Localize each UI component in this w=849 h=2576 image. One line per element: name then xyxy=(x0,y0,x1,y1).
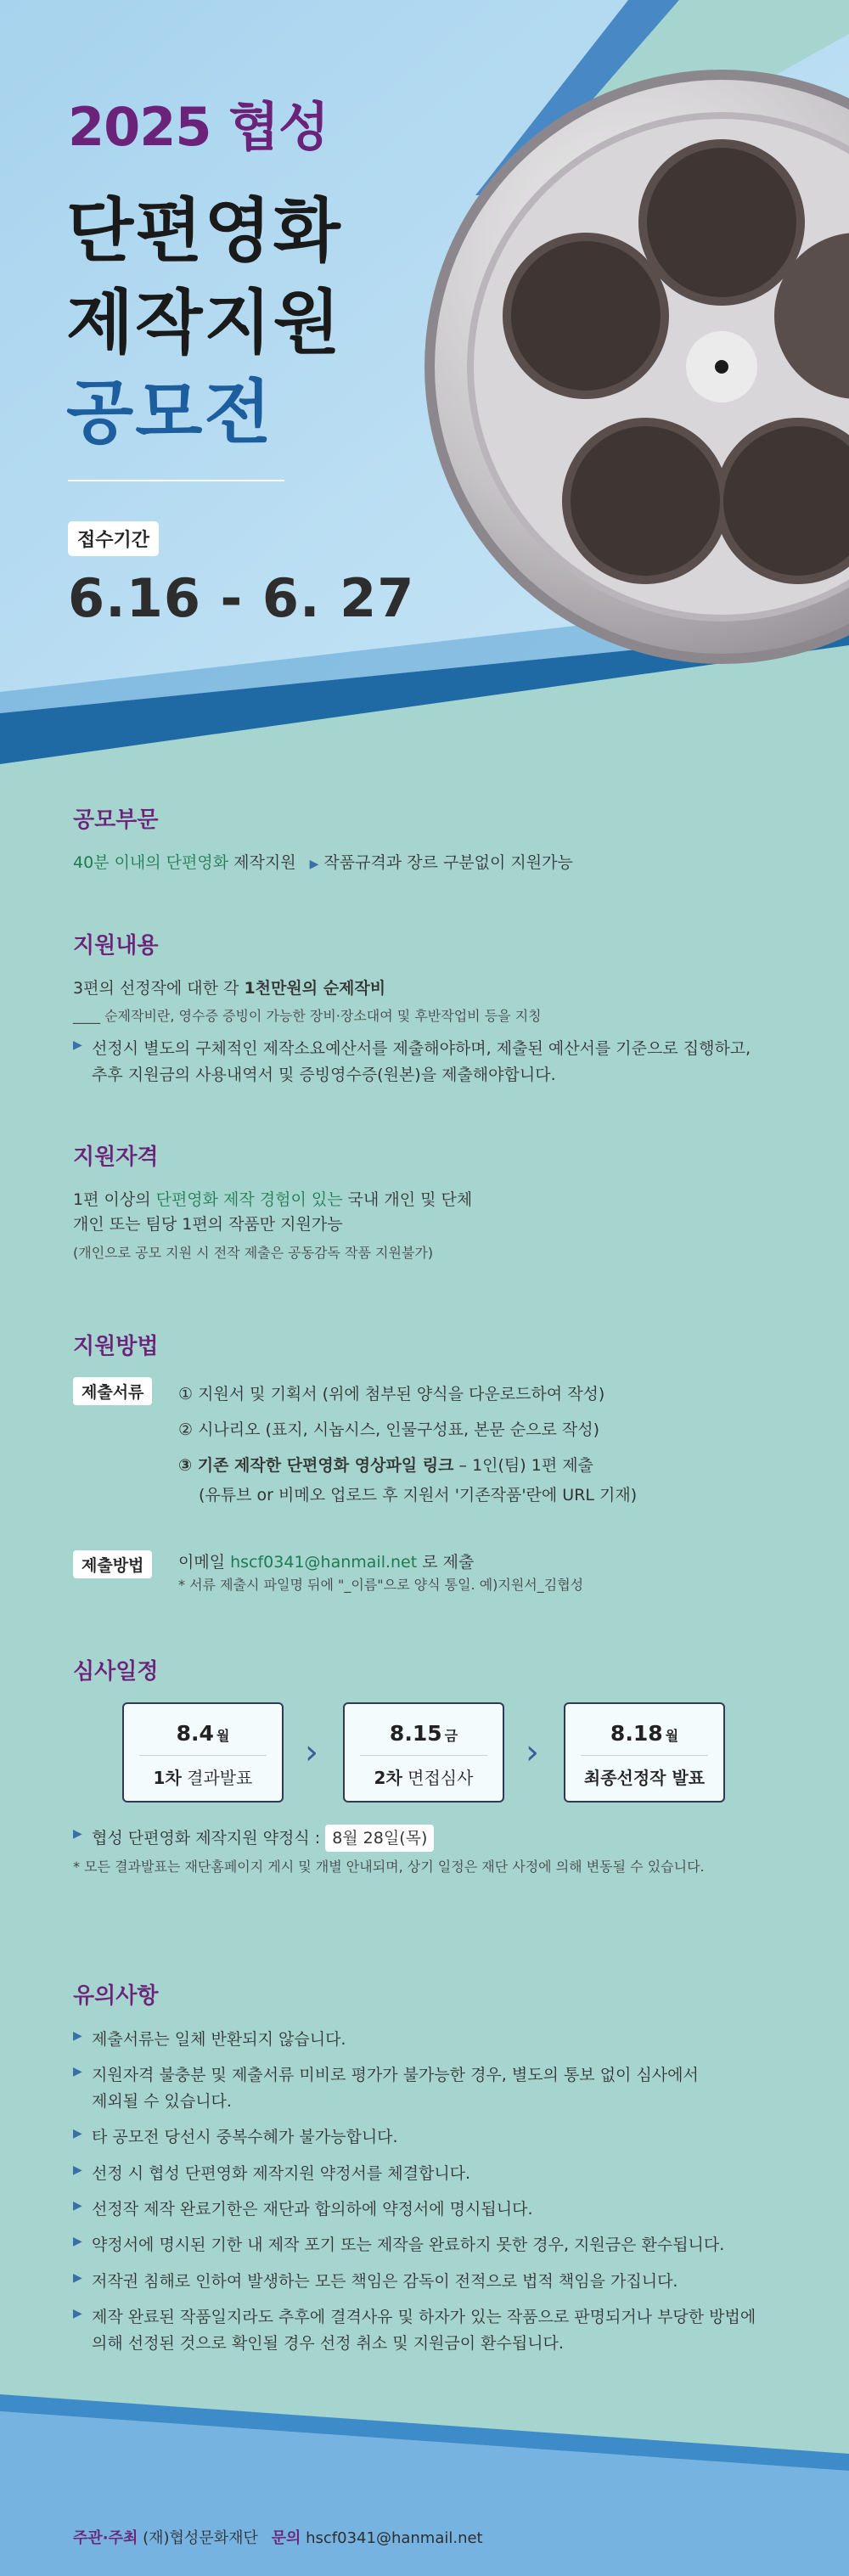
section-schedule xyxy=(73,1654,803,1878)
notice-item-3 xyxy=(73,2124,803,2150)
support-note xyxy=(73,1036,803,1088)
notice-item-5 xyxy=(73,2196,803,2222)
notice-item-2 xyxy=(73,2062,803,2114)
schedule-round: 2차 xyxy=(374,1768,402,1788)
eligibility-line-3: (개인으로 공모 지원 시 전작 제출은 공동감독 작품 지원불가) xyxy=(73,1244,434,1261)
notice-text: 제작 완료된 작품일지라도 추후에 결격사유 및 하자가 있는 작품으로 판명되거나 부당한 방법에 xyxy=(92,2308,756,2327)
footer-host: (재)협성문화재단 xyxy=(138,2529,258,2547)
section-title: 지원자격 xyxy=(73,1145,159,1170)
support-line-1 xyxy=(73,976,803,1001)
category-accent: 40분 이내의 단편영화 xyxy=(73,853,229,872)
footer-contact-label: 문의 xyxy=(271,2529,301,2547)
contract-text: 협성 단편영화 제작지원 약정식 : xyxy=(92,1829,326,1848)
triangle-icon: ▶ xyxy=(73,2127,82,2141)
notice-text: 의해 선정된 것으로 확인될 경우 선정 취소 및 지원금이 환수됩니다. xyxy=(92,2333,564,2353)
schedule-box-2 xyxy=(343,1702,504,1803)
submit-post: 로 제출 xyxy=(417,1553,475,1572)
schedule-note: * 모든 결과발표는 재단홈페이지 게시 및 개별 안내되며, 상기 일정은 재단 사정에 의해 변동될 수 있습니다. xyxy=(73,1859,705,1876)
triangle-icon: ▶ xyxy=(73,2029,82,2043)
section-title: 유의사항 xyxy=(73,1983,159,2009)
doc-item-1: ① 지원서 및 기획서 (위에 첨부된 양식을 다운로드하여 작성) xyxy=(178,1385,605,1403)
support-line-1-text: 3편의 선정작에 대한 각 xyxy=(73,979,245,998)
notice-item-7 xyxy=(73,2269,803,2294)
eligibility-line-2: 개인 또는 팀당 1편의 작품만 지원가능 xyxy=(73,1215,343,1235)
chevron-right-icon: › xyxy=(526,1733,539,1772)
doc-item-3-rest: – 1인(팀) 1편 제출 xyxy=(453,1455,593,1475)
docs-list xyxy=(178,1377,790,1509)
notice-item-6 xyxy=(73,2232,803,2258)
footer-contact-email[interactable]: hscf0341@hanmail.net xyxy=(301,2529,483,2547)
notice-text: 제출서류는 일체 반환되지 않습니다. xyxy=(92,2030,346,2049)
footer-host-label: 주관·주최 xyxy=(73,2529,138,2547)
schedule-label: 최종선정작 발표 xyxy=(583,1768,706,1788)
schedule-date: 8.18 xyxy=(610,1721,663,1746)
doc-item-2: ② 시나리오 (표지, 시놉시스, 인물구성표, 본문 순으로 작성) xyxy=(178,1420,600,1439)
notice-item-1 xyxy=(73,2027,803,2052)
eligibility-text-pre: 1편 이상의 xyxy=(73,1190,156,1209)
section-eligibility xyxy=(73,1139,803,1264)
category-text: 제작지원 xyxy=(228,853,296,872)
triangle-icon: ▶ xyxy=(73,2065,82,2079)
submit-pre: 이메일 xyxy=(178,1553,231,1572)
category-line xyxy=(73,851,803,875)
hero-title-line-2: 제작지원 xyxy=(66,283,342,363)
triangle-icon: ▶ xyxy=(309,858,319,871)
notice-text: 약정서에 명시된 기한 내 제작 포기 또는 제작을 완료하지 못한 경우, 지원금은 환수됩니다. xyxy=(92,2236,725,2255)
schedule-label: 결과발표 xyxy=(181,1768,253,1788)
schedule-day: 월 xyxy=(216,1728,230,1744)
category-note: 작품규격과 장르 구분없이 지원가능 xyxy=(323,853,573,872)
triangle-icon: ▶ xyxy=(73,2270,82,2285)
section-title: 심사일정 xyxy=(73,1659,159,1685)
section-support xyxy=(73,928,803,1088)
eligibility-line-1 xyxy=(73,1188,803,1212)
chevron-right-icon: › xyxy=(305,1733,318,1772)
triangle-icon: ▶ xyxy=(73,1038,82,1053)
hero-title-line-3: 공모전 xyxy=(66,373,273,453)
notice-text: 선정 시 협성 단편영화 제작지원 약정서를 체결합니다. xyxy=(92,2163,471,2183)
schedule-label: 면접심사 xyxy=(402,1768,474,1788)
footer xyxy=(73,2526,483,2548)
support-note-line-2: 추후 지원금의 사용내역서 및 증빙영수증(원본)을 제출해야합니다. xyxy=(92,1065,556,1084)
notice-text: 선정작 제작 완료기한은 재단과 합의하에 약정서에 명시됩니다. xyxy=(92,2199,533,2219)
submit-note: * 서류 제출시 파일명 뒤에 "_이름"으로 양식 통일. 예)지원서_김협성 xyxy=(178,1577,584,1594)
section-method xyxy=(73,1329,803,1617)
schedule-day: 금 xyxy=(444,1728,458,1744)
period-label: 접수기간 xyxy=(68,521,159,556)
hero-banner xyxy=(0,0,849,764)
method-submit xyxy=(73,1550,803,1618)
doc-item-3-bold: ③ 기존 제작한 단편영화 영상파일 링크 xyxy=(178,1455,454,1475)
eligibility-accent: 단편영화 제작 경험이 있는 xyxy=(155,1190,343,1209)
schedule-box-1 xyxy=(122,1702,284,1803)
schedule-date: 8.4 xyxy=(176,1721,214,1746)
hero-title-line-1: 단편영화 xyxy=(66,191,342,272)
submit-email-link[interactable]: hscf0341@hanmail.net xyxy=(230,1553,418,1572)
doc-item-3-sub: (유튜브 or 비메오 업로드 후 지원서 '기존작품'란에 URL 기재) xyxy=(199,1486,638,1505)
notice-text: 저작권 침해로 인하여 발생하는 모든 책임은 감독이 전적으로 법적 책임을 가집니다. xyxy=(92,2271,678,2291)
schedule-day: 월 xyxy=(665,1728,679,1744)
section-notice xyxy=(73,1978,803,2356)
support-amount: 1천만원의 순제작비 xyxy=(244,979,386,998)
footer-background xyxy=(0,2394,849,2576)
submit-line xyxy=(178,1550,790,1575)
schedule-date: 8.15 xyxy=(389,1721,442,1746)
notice-text: 지원자격 불충분 및 제출서류 미비로 평가가 불가능한 경우, 별도의 통보 없이 심사에서 xyxy=(92,2066,699,2085)
doc-item-3 xyxy=(178,1448,790,1484)
section-title: 지원내용 xyxy=(73,933,159,959)
contract-line xyxy=(73,1825,803,1852)
triangle-icon: ▶ xyxy=(73,2163,82,2177)
notice-item-8 xyxy=(73,2304,803,2356)
triangle-icon: ▶ xyxy=(73,2198,82,2213)
section-title: 공모부문 xyxy=(73,807,159,833)
triangle-icon: ▶ xyxy=(73,1827,82,1841)
triangle-icon: ▶ xyxy=(73,2307,82,2321)
section-title: 지원방법 xyxy=(73,1334,159,1359)
period-dates: 6.16 - 6. 27 xyxy=(68,567,415,629)
schedule-boxes xyxy=(73,1702,803,1806)
schedule-box-3 xyxy=(564,1702,725,1803)
section-category xyxy=(73,802,803,875)
submit-details xyxy=(178,1550,790,1596)
notice-item-4 xyxy=(73,2161,803,2186)
notice-text: 타 공모전 당선시 중복수혜가 불가능합니다. xyxy=(92,2128,398,2147)
hero-year: 2025 협성 xyxy=(68,96,329,158)
contract-date: 8월 28일(목) xyxy=(325,1825,434,1852)
support-note-line-1: 선정시 별도의 구체적인 제작소요예산서를 제출해야하며, 제출된 예산서를 기준으로 집행하고, xyxy=(92,1039,751,1059)
schedule-round: 1차 xyxy=(153,1768,182,1788)
notice-text: 제외될 수 있습니다. xyxy=(92,2091,232,2111)
method-docs xyxy=(73,1377,803,1530)
triangle-icon: ▶ xyxy=(73,2235,82,2249)
docs-label: 제출서류 xyxy=(73,1377,152,1405)
eligibility-text-post: 국내 개인 및 단체 xyxy=(342,1190,473,1209)
support-line-2: ____ 순제작비란, 영수증 증빙이 가능한 장비·장소대여 및 후반작업비 등을 지칭 xyxy=(73,1008,542,1025)
submit-label: 제출방법 xyxy=(73,1550,152,1578)
title-divider xyxy=(68,480,284,481)
